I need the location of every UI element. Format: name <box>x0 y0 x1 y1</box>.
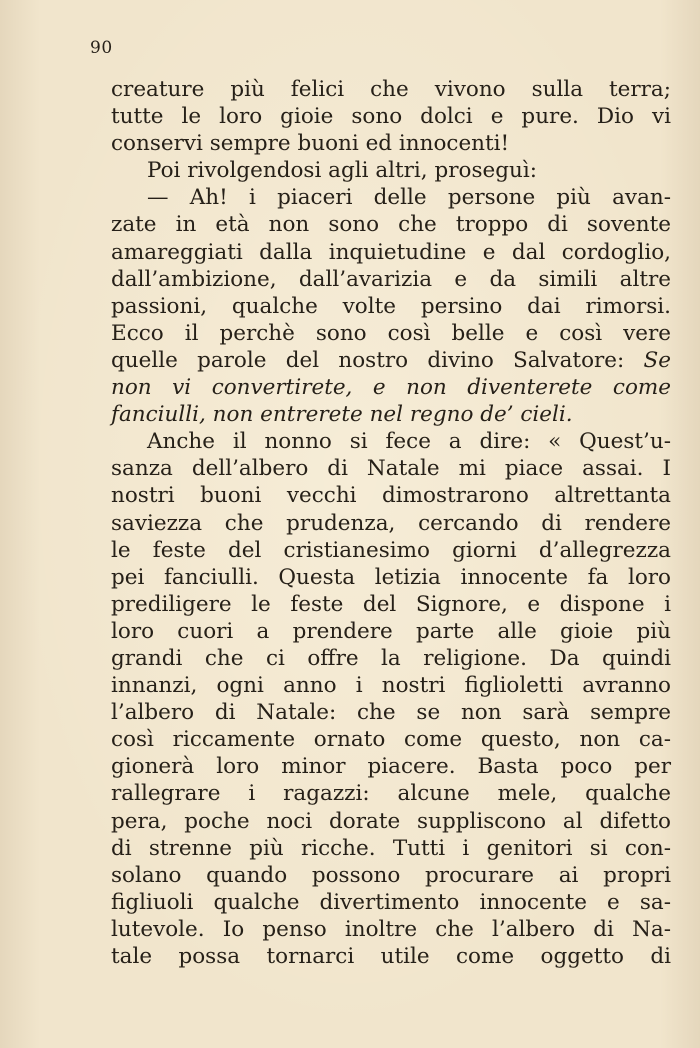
line-text: così riccamente ornato come questo, non ca- <box>111 727 671 753</box>
text-line <box>111 618 671 645</box>
body-text <box>111 76 671 970</box>
text-line <box>111 835 671 862</box>
line-text: lutevole. Io penso inoltre che l’albero di Na- <box>111 916 671 942</box>
text-line <box>111 103 671 130</box>
line-text: sanza dell’albero di Natale mi piace assai. I <box>111 456 671 482</box>
text-line <box>111 482 671 509</box>
text-line <box>111 780 671 807</box>
text-line <box>111 537 671 564</box>
line-text: innanzi, ogni anno i nostri figlioletti avranno <box>111 673 671 699</box>
line-text: dall’ambizione, dall’avarizia e da simili altre <box>111 266 671 292</box>
text-line <box>111 645 671 672</box>
line-text: Ecco il perchè sono così belle e così vere <box>111 320 671 346</box>
text-line <box>111 455 671 482</box>
text-line <box>111 347 671 374</box>
text-line <box>111 672 671 699</box>
text-line <box>111 889 671 916</box>
text-line <box>111 76 671 103</box>
text-line <box>111 699 671 726</box>
text-line <box>111 591 671 618</box>
line-text: pei fanciulli. Questa letizia innocente fa loro <box>111 564 671 590</box>
text-line <box>111 266 671 293</box>
text-line <box>111 916 671 943</box>
line-text: saviezza che prudenza, cercando di rendere <box>111 510 671 536</box>
text-line <box>111 157 671 184</box>
text-line <box>111 862 671 889</box>
line-text: l’albero di Natale: che se non sarà sempre <box>111 700 671 726</box>
line-text: le feste del cristianesimo giorni d’allegrezza <box>111 537 671 563</box>
line-text: prediligere le feste del Signore, e dispone i <box>111 591 671 617</box>
line-text: zate in età non sono che troppo di sovente <box>111 212 671 238</box>
text-line <box>111 130 671 157</box>
line-text: grandi che ci offre la religione. Da quindi <box>111 645 671 671</box>
text-line <box>111 320 671 347</box>
text-line <box>111 428 671 455</box>
line-text: conservi sempre buoni ed innocenti! <box>111 131 510 157</box>
text-line <box>111 753 671 780</box>
line-text: gionerà loro minor piacere. Basta poco per <box>111 754 671 780</box>
text-line <box>111 510 671 537</box>
italic-quote: non vi convertirete, e non diventerete come <box>111 375 671 401</box>
line-text: solano quando possono procurare ai propri <box>111 862 671 888</box>
line-text: nostri buoni vecchi dimostrarono altrettanta <box>111 483 671 509</box>
line-text: figliuoli qualche divertimento innocente e sa- <box>111 889 671 915</box>
line-text: amareggiati dalla inquietudine e dal cordoglio, <box>111 239 671 265</box>
text-line <box>111 401 671 428</box>
text-line <box>111 726 671 753</box>
text-line <box>111 374 671 401</box>
line-text: rallegrare i ragazzi: alcune mele, qualche <box>111 781 671 807</box>
line-text: pera, poche noci dorate suppliscono al difetto <box>111 808 671 834</box>
line-text: loro cuori a prendere parte alle gioie più <box>111 618 671 644</box>
line-text: quelle parole del nostro divino Salvatore: <box>111 347 625 373</box>
italic-quote: fanciulli, non entrerete nel regno de’ cieli. <box>111 402 573 428</box>
page-number: 90 <box>90 38 113 58</box>
line-text: — Ah! i piaceri delle persone più avan- <box>147 185 671 211</box>
text-line <box>111 239 671 266</box>
line-text: di strenne più ricche. Tutti i genitori si con- <box>111 835 671 861</box>
text-line <box>111 293 671 320</box>
text-line <box>111 564 671 591</box>
text-line <box>111 943 671 970</box>
line-text: tale possa tornarci utile come oggetto di <box>111 944 671 969</box>
line-text: Poi rivolgendosi agli altri, proseguì: <box>147 158 537 184</box>
line-text: Anche il nonno si fece a dire: « Quest’u- <box>147 429 671 455</box>
text-line <box>111 211 671 238</box>
text-line <box>111 808 671 835</box>
line-text: creature più felici che vivono sulla terra; <box>111 77 671 102</box>
text-line <box>111 184 671 211</box>
italic-quote: Se <box>643 347 671 373</box>
line-text: passioni, qualche volte persino dai rimorsi. <box>111 293 671 319</box>
line-text: tutte le loro gioie sono dolci e pure. Dio vi <box>111 104 671 130</box>
